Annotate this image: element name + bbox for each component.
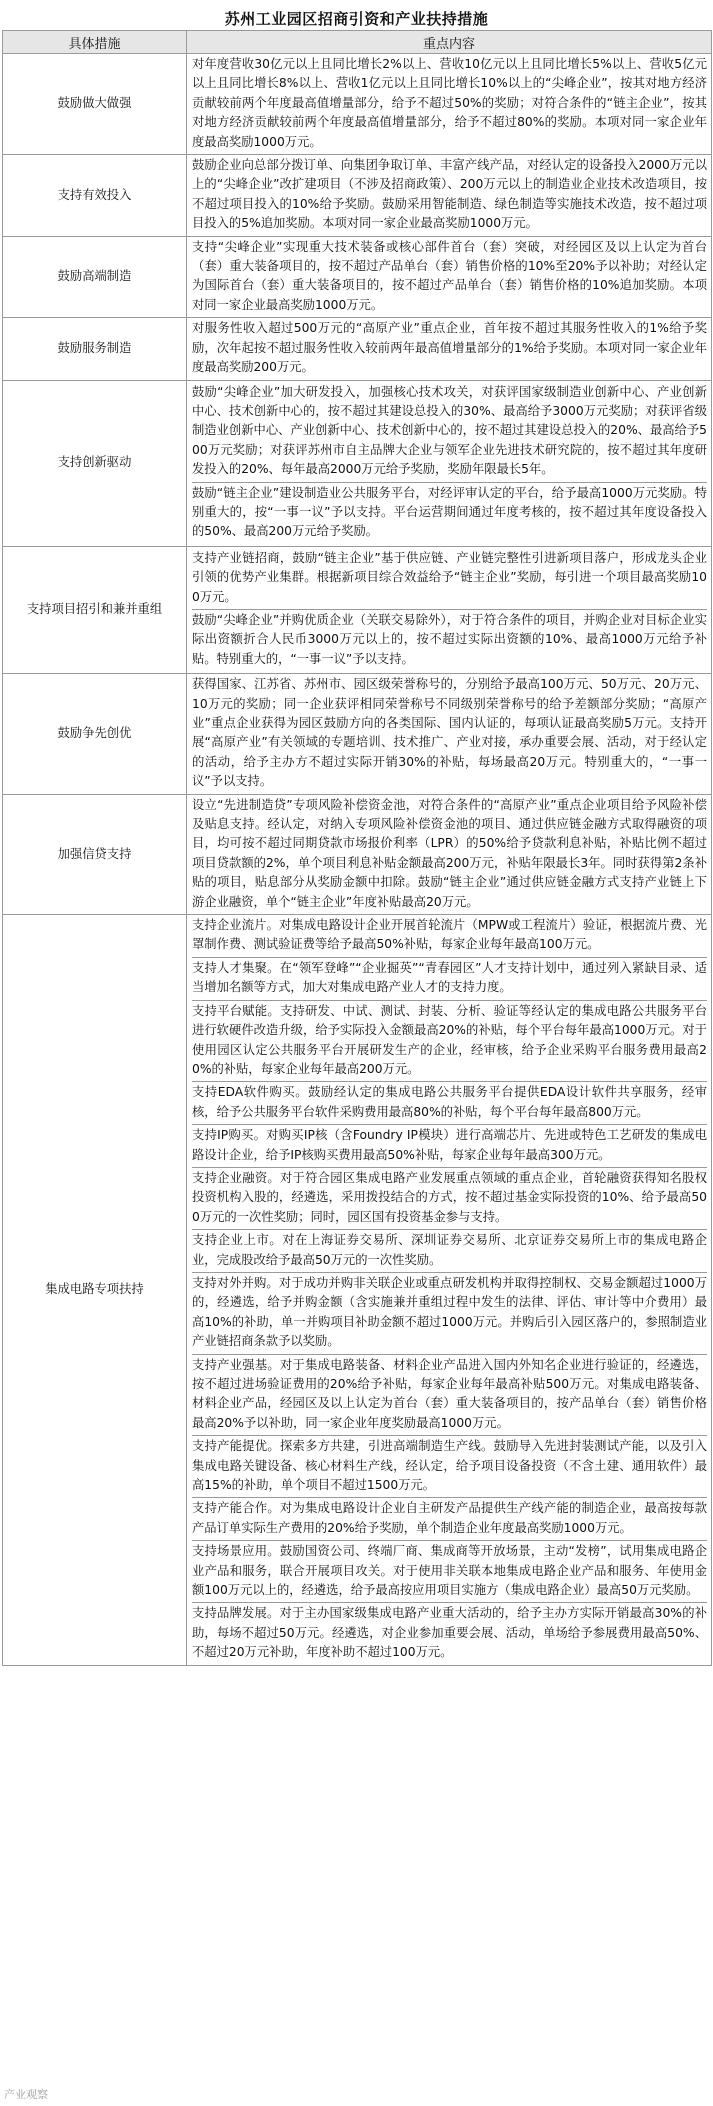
table-row (3, 546, 712, 673)
ic-item: 支持品牌发展。对于主办国家级集成电路产业重大活动的，给予主办方实际开销最高30%的补助，每场不超过50万元。经遴选，对企业参加重要会展、活动，单场给予参展费用最高50%、不超过20万元补助，年度补助不超过100万元。 (192, 1606, 707, 1660)
row-content: 对年度营收30亿元以上且同比增长2%以上、营收10亿元以上且同比增长5%以上、营收5亿元以上且同比增长8%以上、营收1亿元以上且同比增长10%以上的“尖峰企业”，按其对地方经济贡献较前两个年度最高值增量部分，给予不超过50%的奖励；对符合条件的“链主企业”，按其对地方经济贡献较前两个年度最高值增量部分，给予不超过80%的奖励。本项对同一家企业年度最高奖励1000万元。 (187, 54, 712, 155)
ic-item: 支持场景应用。鼓励国资公司、终端厂商、集成商等开放场景，主动“发榜”，试用集成电路企业产品和服务，联合开展项目攻关。对于使用非关联本地集成电路企业产品和服务、年使用金额100万元以上的，经遴选，给予最高按应用项目实施方（集成电路企业）最高50万元奖励。 (192, 1541, 707, 1603)
row-content: 获得国家、江苏省、苏州市、园区级荣誉称号的，分别给予最高100万元、50万元、20万元、10万元的奖励；同一企业获评相同荣誉称号不同级别荣誉称号的给予差额部分奖励；“高原产业”重点企业获得为园区鼓励方向的各类国际、国内认证的，每项认证最高奖励5万元。支持开展“高原产业”有关领域的专题培训、技术推广、产业对接，承办重要会展、活动，对于经认定的活动，给予主办方不超过实际开销30%的补贴，每场最高20万元。特别重大的，“一事一议”予以支持。 (187, 674, 712, 794)
row-content: 鼓励企业向总部分拨订单、向集团争取订单、丰富产线产品，对经认定的设备投入2000万元以上的“尖峰企业”改扩建项目（不涉及招商政策）、200万元以上的制造业企业技术改造项目，按不超过项目投入的10%给予奖励。鼓励采用智能制造、绿色制造等实施技术改造，按不超过项目投入的5%追加奖励。本项对同一家企业最高奖励1000万元。 (187, 155, 712, 237)
ic-item: 支持IP购买。对购买IP核（含Foundry IP模块）进行高端芯片、先进或特色工艺研发的集成电路设计企业，给予IP核购买费用最高50%补贴，每家企业每年最高300万元。 (192, 1125, 707, 1168)
table-row (3, 155, 712, 237)
row-measure: 支持有效投入 (3, 155, 187, 237)
content-block: 支持产业链招商，鼓励“链主企业”基于供应链、产业链完整性引进新项目落户，形成龙头企业引领的优势产业集群。根据新项目综合效益给予“链主企业”奖励，每引进一个项目最高奖励100万元。 (192, 548, 707, 610)
table-row (3, 380, 712, 546)
row-content: 设立“先进制造贷”专项风险补偿资金池，对符合条件的“高原产业”重点企业项目给予风险补偿及贴息支持。经认定，对纳入专项风险补偿资金池的项目、通过供应链金融方式取得融资的项目，均可按不超过同期贷款市场报价利率（LPR）的50%给予贷款利息补贴，补贴比例不超过项目贷款额的2%，单个项目利息补贴金额最高200万元，补贴年限最长3年。同时获得第2条补贴的项目，贴息部分从奖励金额中扣除。鼓励“链主企业”通过供应链金融方式支持产业链上下游企业融资，单个“链主企业”年度补贴最高20万元。 (187, 794, 712, 914)
row-measure: 加强信贷支持 (3, 794, 187, 914)
table-row (3, 794, 712, 914)
row-measure: 支持创新驱动 (3, 380, 187, 546)
row-content: 支持“尖峰企业”实现重大技术装备或核心部件首台（套）突破，对经园区及以上认定为首台（套）重大装备项目的，按不超过产品单台（套）销售价格的10%至20%予以补助；对经认定为国际首台（套）重大装备项目的，按不超过产品单台（套）销售价格的10%追加奖励。本项对同一家企业最高奖励1000万元。 (187, 236, 712, 318)
ic-item: 支持对外并购。对于成功并购非关联企业或重点研发机构并取得控制权、交易金额超过1000万的，经遴选，给予并购金额（含实施兼并重组过程中发生的法律、评估、审计等中介费用）最高10%的补助，单一并购项目补助金额不超过1000万元。并购后引入园区落户的，参照制造业产业链招商条款予以奖励。 (192, 1273, 707, 1355)
row-measure: 集成电路专项扶持 (3, 915, 187, 1666)
table-row (3, 318, 712, 380)
row-measure: 支持项目招引和兼并重组 (3, 546, 187, 673)
table-row (3, 54, 712, 155)
table-row (3, 674, 712, 794)
row-measure: 鼓励高端制造 (3, 236, 187, 318)
ic-item: 支持EDA软件购买。鼓励经认定的集成电路公共服务平台提供EDA设计软件共享服务，经审核，给予公共服务平台软件采购费用最高80%的补贴，每个平台每年最高800万元。 (192, 1082, 707, 1125)
row-content (187, 380, 712, 546)
ic-item: 支持人才集聚。在“领军登峰”“企业掘英”“青春园区”人才支持计划中，通过列入紧缺目录、适当增加名额等方式，加大对集成电路产业人才的支持力度。 (192, 958, 707, 1001)
ic-item: 支持企业上市。对在上海证券交易所、深圳证券交易所、北京证券交易所上市的集成电路企业，完成股改给予最高50万元的一次性奖励。 (192, 1230, 707, 1273)
ic-item: 支持平台赋能。支持研发、中试、测试、封装、分析、验证等经认定的集成电路公共服务平台进行软硬件改造升级，给予实际投入金额最高20%的补贴，每个平台每年最高1000万元。对于使用园区认定公共服务平台开展研发生产的企业，经审核，给予企业采购平台服务费用最高20%的补贴，每家企业每年最高200万元。 (192, 1001, 707, 1083)
row-content (187, 546, 712, 673)
page-title: 苏州工业园区招商引资和产业扶持措施 (224, 10, 489, 28)
content-block: 鼓励“尖峰企业”加大研发投入，加强核心技术攻关，对获评国家级制造业创新中心、产业创新中心、技术创新中心的，按不超过其建设总投入的30%、最高给予3000万元奖励；对获评省级制造业创新中心、产业创新中心、技术创新中心的，按不超过其建设总投入的20%、最高给予500万元奖励；对获评苏州市自主品牌大企业与领军企业先进技术研究院的，按不超过其年度研发投入的20%、每年最高2000万元给予奖励，奖励年限最长5年。 (192, 382, 707, 483)
table-row (3, 236, 712, 318)
content-block: 鼓励“链主企业”建设制造业公共服务平台，对经评审认定的平台，给予最高1000万元奖励。特别重大的，按“一事一议”予以支持。平台运营期间通过年度考核的，按不超过其年度设备投入的50%、最高200万元给予奖励。 (192, 485, 707, 539)
row-measure: 鼓励争先创优 (3, 674, 187, 794)
footer-logo: 产业观察 (4, 2088, 48, 2101)
ic-item: 支持企业流片。对集成电路设计企业开展首轮流片（MPW或工程流片）验证，根据流片费、光罩制作费、测试验证费等给予最高50%补贴，每家企业每年最高100万元。 (192, 915, 707, 958)
header-content: 重点内容 (187, 31, 712, 54)
row-content (187, 915, 712, 1666)
ic-item: 支持产能合作。对为集成电路设计企业自主研发产品提供生产线产能的制造企业，最高按每款产品订单实际生产费用的20%给予奖励，单个制造企业年度最高奖励1000万元。 (192, 1498, 707, 1541)
content-block: 鼓励“尖峰企业”并购优质企业（关联交易除外），对于符合条件的项目，并购企业对目标企业实际出资额折合人民币3000万元以上的，按不超过实际出资额的10%、最高1000万元给予补贴。特别重大的，“一事一议”予以支持。 (192, 612, 707, 666)
ic-item: 支持产业强基。对于集成电路装备、材料企业产品进入国内外知名企业进行验证的，经遴选，按不超过进场验证费用的20%给予补贴，每家企业每年最高补贴500万元。对集成电路装备、材料企业产品，经园区及以上认定为首台（套）重大装备项目的，按产品单台（套）销售价格最高20%予以补助，同一家企业年度奖励最高1000万元。 (192, 1355, 707, 1437)
ic-item: 支持企业融资。对于符合园区集成电路产业发展重点领域的重点企业，首轮融资获得知名股权投资机构入股的，经遴选，采用拨投结合的方式，按不超过基金实际投资的10%、给予最高500万元的一次性奖励；同时，园区国有投资基金参与支持。 (192, 1168, 707, 1230)
table-row-ic (3, 915, 712, 1666)
header-measure: 具体措施 (3, 31, 187, 54)
row-measure: 鼓励服务制造 (3, 318, 187, 380)
ic-item: 支持产能提优。探索多方共建，引进高端制造生产线。鼓励导入先进封装测试产能，以及引入集成电路关键设备、核心材料生产线，经认定，给予项目设备投资（不含土建、通用软件）最高15%的补助，单个项目不超过1500万元。 (192, 1436, 707, 1498)
policy-table (2, 30, 712, 1666)
table-header-row (3, 31, 712, 54)
row-content: 对服务性收入超过500万元的“高原产业”重点企业，首年按不超过其服务性收入的1%给予奖励，次年起按不超过服务性收入较前两年最高值增量部分的1%给予奖励。本项对同一家企业年度最高奖励200万元。 (187, 318, 712, 380)
row-measure: 鼓励做大做强 (3, 54, 187, 155)
